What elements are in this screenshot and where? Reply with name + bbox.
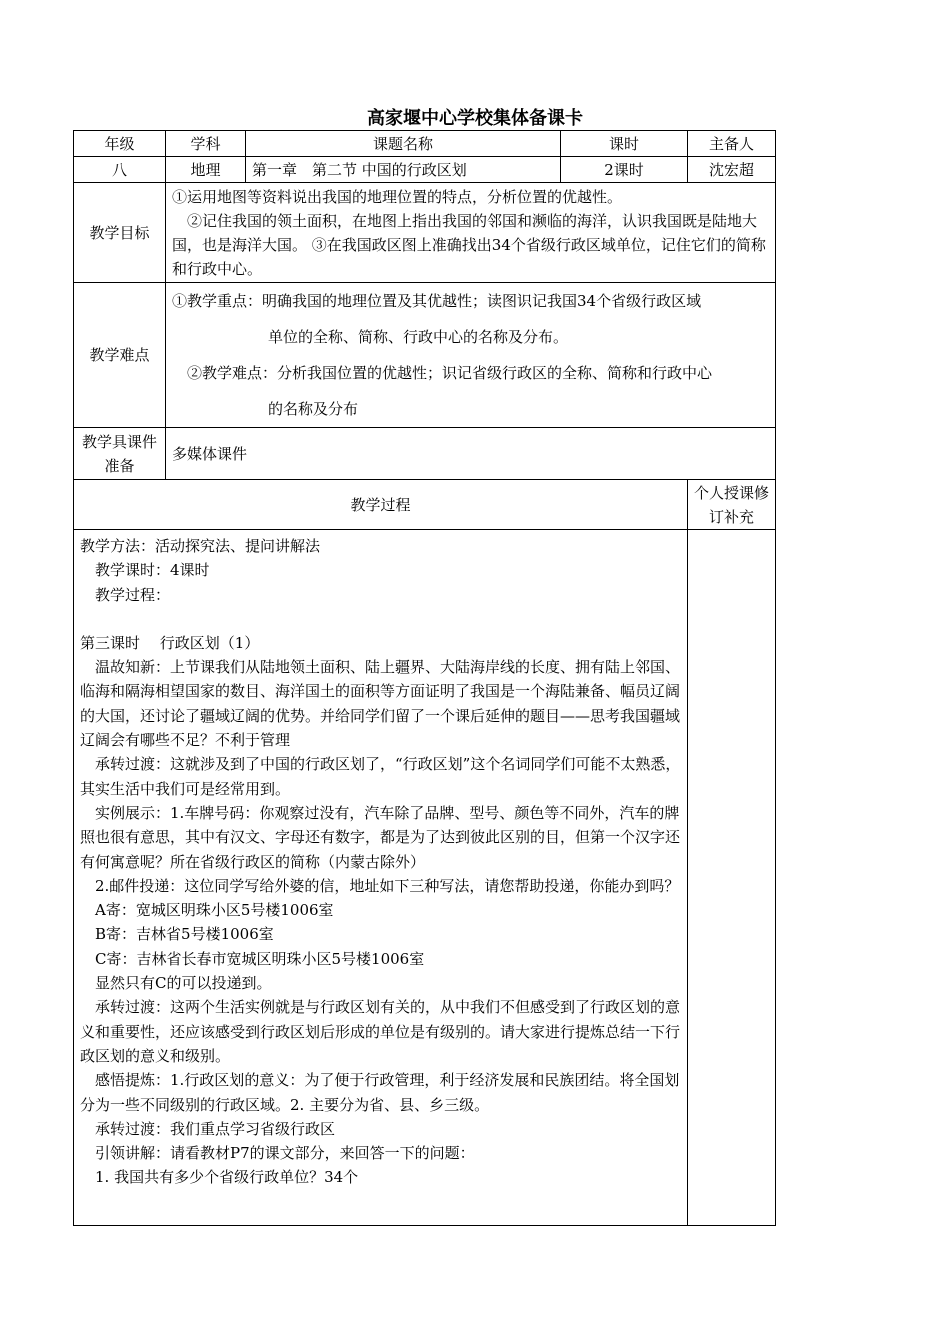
difficulty-line-1: ①教学重点：明确我国的地理位置及其优越性；读图识记我国34个省级行政区域 <box>172 292 702 310</box>
topic-label: 课题名称 <box>246 131 561 157</box>
objectives-content <box>166 183 776 283</box>
process-content-row <box>74 530 776 1226</box>
process-line: 承转过渡：这两个生活实例就是与行政区划有关的，从中我们不但感受到了行政区划的意义和重要性，还应该感受到行政区划后形成的单位是有级别的。请大家进行提炼总结一下行政区划的意义和级别。 <box>80 998 681 1065</box>
process-line: 显然只有C的可以投递到。 <box>80 974 272 993</box>
hours-value: 2课时 <box>561 157 688 183</box>
subject-label: 学科 <box>166 131 246 157</box>
prep-row <box>74 428 776 480</box>
process-line: 实例展示：1.车牌号码：你观察过没有，汽车除了品牌、型号、颜色等不同外，汽车的牌照也很有意思，其中有汉文、字母还有数字，都是为了达到彼此区别的目，但第一个汉字还有何寓意呢？所在省级行政区的简称（内蒙古除外） <box>80 803 681 871</box>
objective-line-2: ②记住我国的领土面积，在地图上指出我国的邻国和濒临的海洋，认识我国既是陆地大国，也是海洋大国。 ③在我国政区图上准确找出34个省级行政区域单位，记住它们的简称和行政中心。 <box>172 211 766 278</box>
lesson-plan-table <box>73 130 776 1226</box>
process-line: 2.邮件投递：这位同学写给外婆的信，地址如下三种写法，请您帮助投递，你能办到吗？ <box>80 876 680 895</box>
process-line: A寄：宽城区明珠小区5号楼1006室 <box>80 901 334 920</box>
process-line: 温故知新：上节课我们从陆地领土面积、陆上疆界、大陆海岸线的长度、拥有陆上邻国、临海和隔海相望国家的数目、海洋国土的面积等方面证明了我国是一个海陆兼备、幅员辽阔的大国，还讨论了疆域辽阔的优势。并给同学们留了一个课后延伸的题目——思考我国疆域辽阔会有哪些不足？不利于管理 <box>80 658 681 750</box>
process-line: 第三课时 行政区划（1） <box>80 633 260 652</box>
difficulties-label: 教学难点 <box>74 283 166 428</box>
hours-label: 课时 <box>561 131 688 157</box>
process-line: 教学过程： <box>80 585 171 604</box>
info-row <box>74 157 776 183</box>
document-title: 高家堰中心学校集体备课卡 <box>367 108 583 129</box>
process-line: B寄：吉林省5号楼1006室 <box>80 925 274 944</box>
process-line: 承转过渡：我们重点学习省级行政区 <box>80 1119 336 1138</box>
process-line: 1. 我国共有多少个省级行政单位？34个 <box>80 1168 359 1187</box>
difficulties-content <box>166 283 776 428</box>
objective-line-1: ①运用地图等资料说出我国的地理位置的特点，分析位置的优越性。 <box>172 187 623 206</box>
process-line: 教学方法：活动探究法、提问讲解法 <box>80 537 321 555</box>
revision-label: 个人授课修订补充 <box>688 480 776 530</box>
process-line: 感悟提炼：1.行政区划的意义：为了便于行政管理，利于经济发展和民族团结。将全国划分为一些不同级别的行政区域。2. 主要分为省、县、乡三级。 <box>80 1071 680 1114</box>
difficulty-line-2: 单位的全称、简称、行政中心的名称及分布。 <box>268 328 569 346</box>
preparer-label: 主备人 <box>688 131 776 157</box>
process-label: 教学过程 <box>74 480 688 530</box>
blank-line <box>80 607 681 631</box>
grade-value: 八 <box>74 157 166 183</box>
header-row <box>74 131 776 157</box>
process-line: 教学课时：4课时 <box>80 561 210 580</box>
process-content <box>74 530 688 1226</box>
difficulty-line-4: 的名称及分布 <box>268 400 359 418</box>
difficulties-row <box>74 283 776 428</box>
process-line: C寄：吉林省长春市宽城区明珠小区5号楼1006室 <box>80 949 425 968</box>
process-line: 承转过渡：这就涉及到了中国的行政区划了，“行政区划”这个名词同学们可能不太熟悉，其实生活中我们可是经常用到。 <box>80 755 681 798</box>
objectives-label: 教学目标 <box>74 183 166 283</box>
process-header-row <box>74 480 776 530</box>
topic-value: 第一章 第二节 中国的行政区划 <box>246 157 561 183</box>
subject-value: 地理 <box>166 157 246 183</box>
prep-label: 教学具课件准备 <box>74 428 166 480</box>
difficulty-line-3: ②教学难点：分析我国位置的优越性；识记省级行政区的全称、简称和行政中心 <box>172 364 713 382</box>
grade-label: 年级 <box>74 131 166 157</box>
revision-notes-cell <box>688 530 776 1226</box>
process-line: 引领讲解：请看教材P7的课文部分，来回答一下的问题： <box>80 1144 475 1163</box>
prep-value: 多媒体课件 <box>166 428 776 480</box>
preparer-value: 沈宏超 <box>688 157 776 183</box>
objectives-row <box>74 183 776 283</box>
